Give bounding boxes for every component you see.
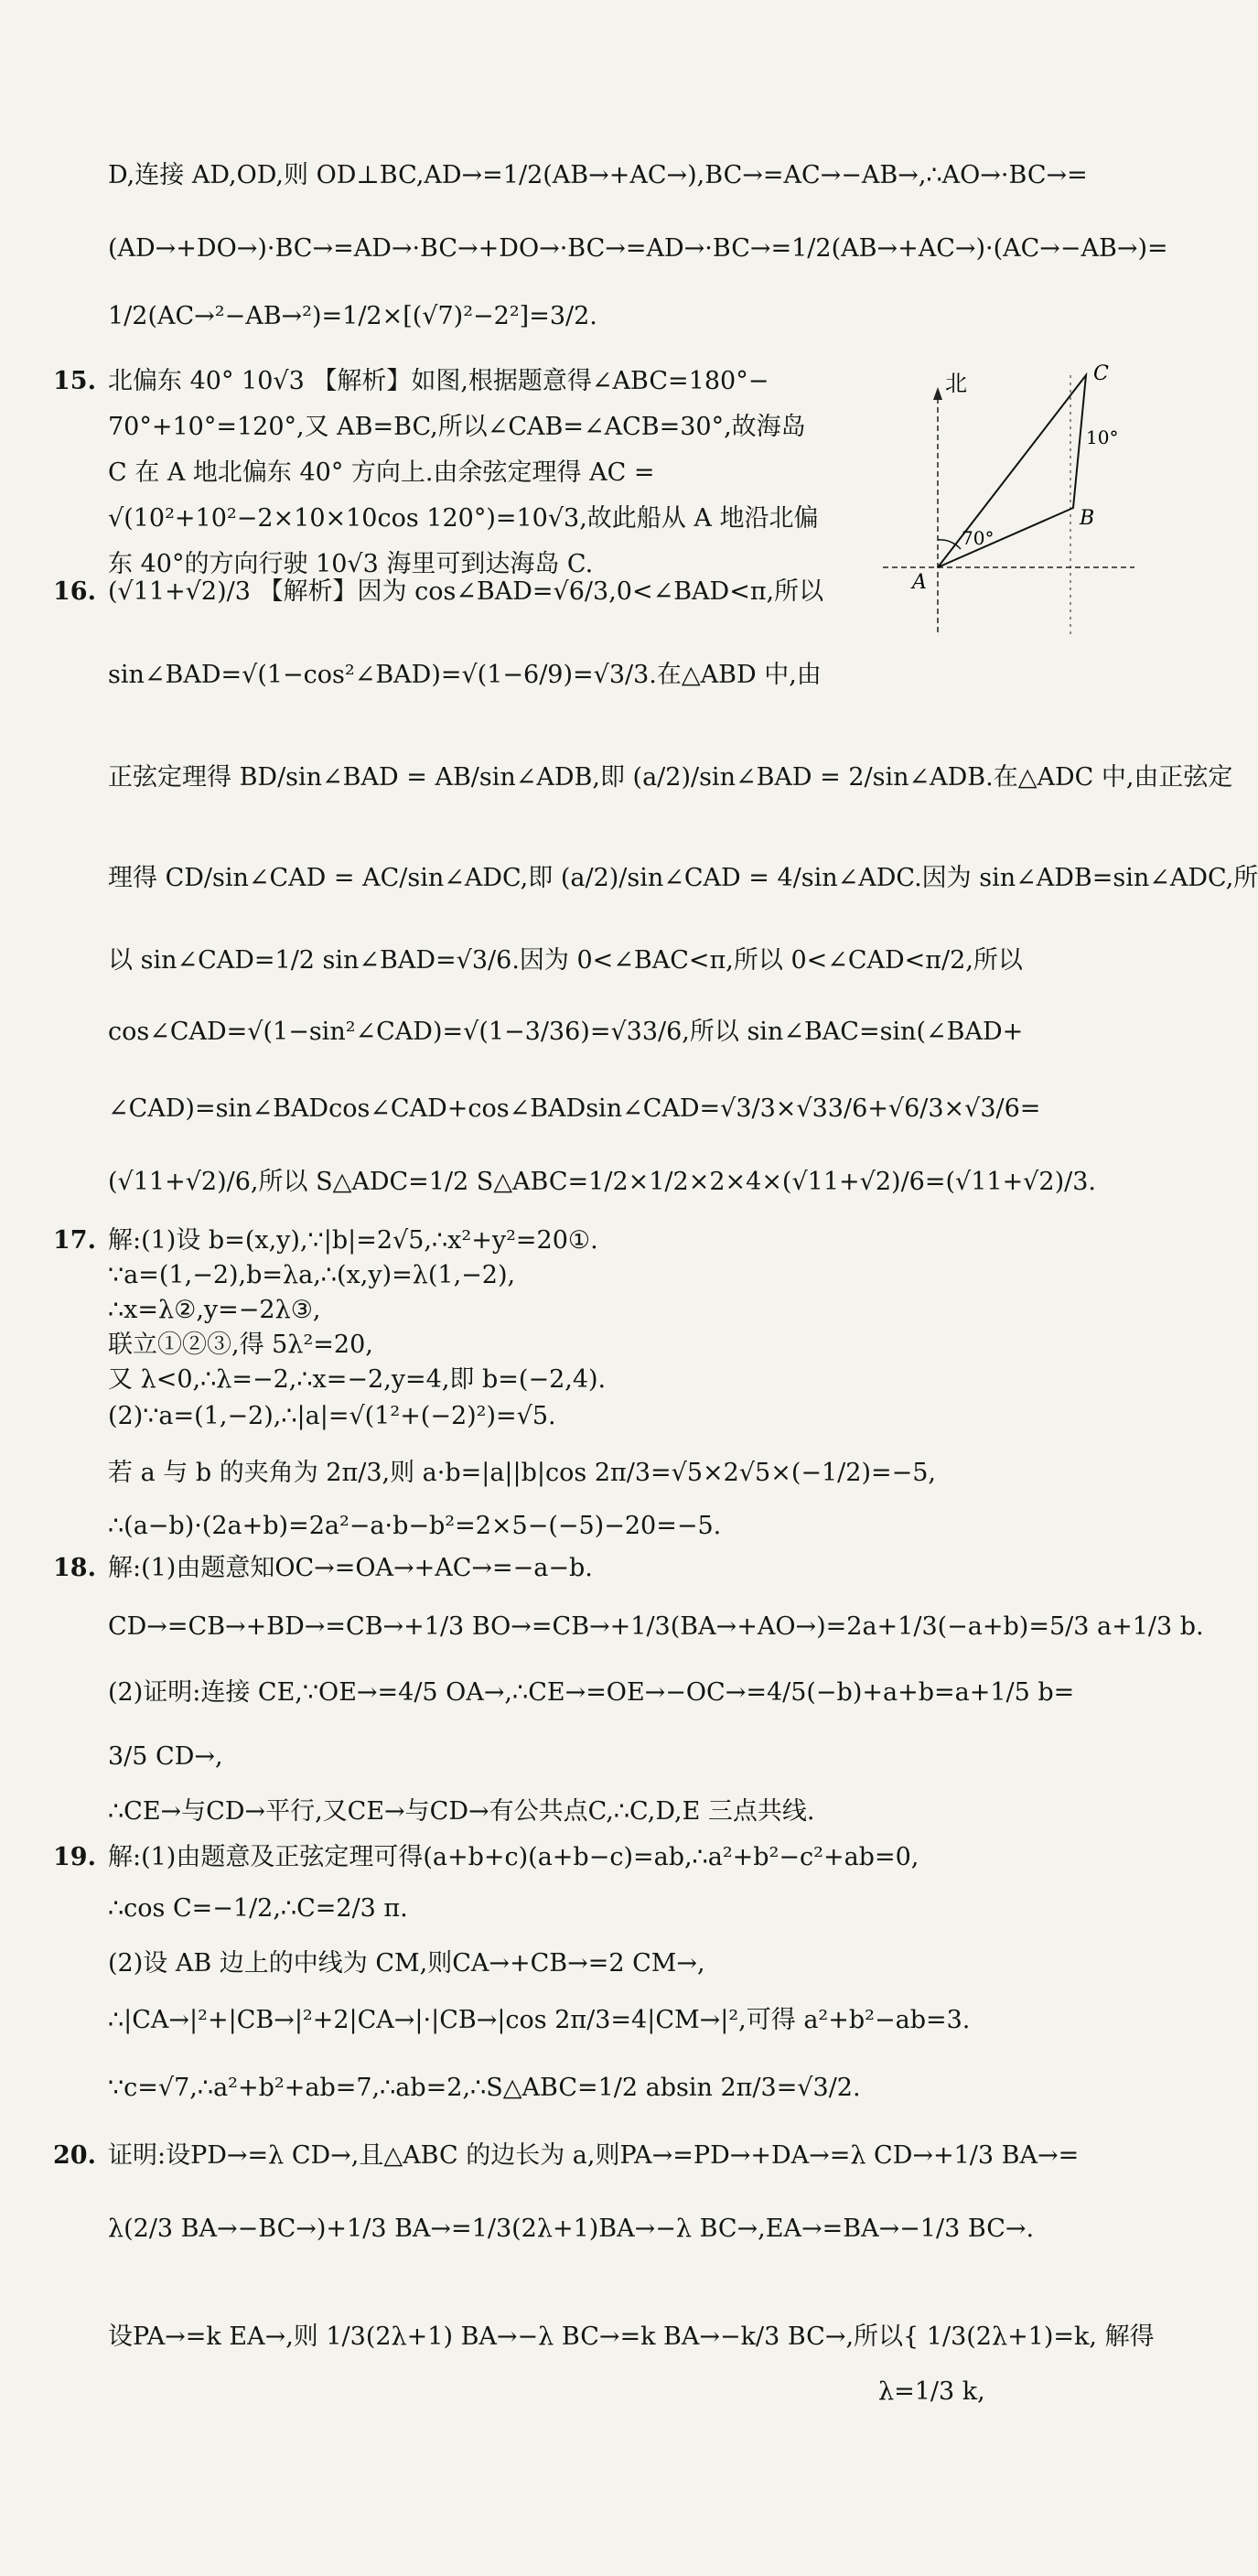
text-line: ∴cos C=−1/2,∴C=2/3 π. — [108, 1894, 408, 1923]
bearing-diagram — [874, 361, 1139, 654]
text-line: 70°+10°=120°,又 AB=BC,所以∠CAB=∠ACB=30°,故海岛 — [108, 413, 806, 441]
point-b-label: B — [1080, 507, 1095, 530]
text-line: (2)设 AB 边上的中线为 CM,则CA→+CB→=2 CM→, — [108, 1949, 705, 1978]
text-line: ∠CAD)=sin∠BADcos∠CAD+cos∠BADsin∠CAD=√3/3×√33/6+√6/3×√3/6= — [108, 1094, 1041, 1123]
question-number: 17. — [53, 1226, 96, 1255]
text-line: 联立①②③,得 5λ²=20, — [108, 1331, 373, 1359]
text-line: 以 sin∠CAD=1/2 sin∠BAD=√3/6.因为 0<∠BAC<π,所以 0<∠CAD<π/2,所以 — [108, 946, 1023, 975]
question-number: 19. — [53, 1843, 96, 1871]
text-line: 3/5 CD→, — [108, 1742, 223, 1771]
text-line: (√11+√2)/6,所以 S△ADC=1/2 S△ABC=1/2×1/2×2×4×(√11+√2)/6=(√11+√2)/3. — [108, 1168, 1096, 1196]
text-line: ∴x=λ②,y=−2λ③, — [108, 1296, 321, 1324]
text-line: ∵c=√7,∴a²+b²+ab=7,∴ab=2,∴S△ABC=1/2 absin 2π/3=√3/2. — [108, 2074, 861, 2102]
text-line: (√11+√2)/3 【解析】因为 cos∠BAD=√6/3,0<∠BAD<π,所以 — [108, 577, 824, 606]
text-line: ∴(a−b)·(2a+b)=2a²−a·b−b²=2×5−(−5)−20=−5. — [108, 1512, 722, 1540]
text-line: 理得 CD/sin∠CAD = AC/sin∠ADC,即 (a/2)/sin∠CAD = 4/sin∠ADC.因为 sin∠ADB=sin∠ADC,所 — [108, 864, 1258, 892]
text-line: 解:(1)由题意知OC→=OA→+AC→=−a−b. — [108, 1554, 593, 1582]
text-line: (2)∵a=(1,−2),∴|a|=√(1²+(−2)²)=√5. — [108, 1402, 556, 1430]
text-line: (AD→+DO→)·BC→=AD→·BC→+DO→·BC→=AD→·BC→=1/2(AB→+AC→)·(AC→−AB→)= — [108, 234, 1168, 263]
point-c-label: C — [1093, 362, 1109, 385]
text-line: 若 a 与 b 的夹角为 2π/3,则 a·b=|a||b|cos 2π/3=√5×2√5×(−1/2)=−5, — [108, 1459, 936, 1487]
text-line: 解:(1)由题意及正弦定理可得(a+b+c)(a+b−c)=ab,∴a²+b²−c²+ab=0, — [108, 1843, 919, 1871]
text-line: D,连接 AD,OD,则 OD⊥BC,AD→=1/2(AB→+AC→),BC→=AC→−AB→,∴AO→·BC→= — [108, 161, 1088, 189]
text-line: ∴CE→与CD→平行,又CE→与CD→有公共点C,∴C,D,E 三点共线. — [108, 1797, 815, 1826]
text-line: 北偏东 40° 10√3 【解析】如图,根据题意得∠ABC=180°− — [108, 367, 769, 395]
text-line: 东 40°的方向行驶 10√3 海里可到达海岛 C. — [108, 550, 594, 578]
angle-70-label: 70° — [962, 527, 995, 549]
text-line: λ=1/3 k, — [878, 2377, 985, 2406]
north-label: 北 — [945, 371, 967, 396]
text-line: ∵a=(1,−2),b=λa,∴(x,y)=λ(1,−2), — [108, 1261, 516, 1289]
text-line: λ(2/3 BA→−BC→)+1/3 BA→=1/3(2λ+1)BA→−λ BC→,EA→=BA→−1/3 BC→. — [108, 2215, 1035, 2243]
text-line: sin∠BAD=√(1−cos²∠BAD)=√(1−6/9)=√3/3.在△ABD 中,由 — [108, 661, 822, 689]
text-line: √(10²+10²−2×10×10cos 120°)=10√3,故此船从 A 地沿北偏 — [108, 504, 819, 533]
text-line: CD→=CB→+BD→=CB→+1/3 BO→=CB→+1/3(BA→+AO→)=2a+1/3(−a+b)=5/3 a+1/3 b. — [108, 1612, 1204, 1641]
text-line: ∴|CA→|²+|CB→|²+2|CA→|·|CB→|cos 2π/3=4|CM→|²,可得 a²+b²−ab=3. — [108, 2006, 971, 2034]
question-number: 20. — [53, 2141, 96, 2170]
triangle-abc — [938, 375, 1086, 567]
question-number: 18. — [53, 1554, 96, 1582]
text-line: cos∠CAD=√(1−sin²∠CAD)=√(1−3/36)=√33/6,所以 sin∠BAC=sin(∠BAD+ — [108, 1018, 1024, 1046]
question-number: 15. — [53, 367, 96, 395]
text-line: 正弦定理得 BD/sin∠BAD = AB/sin∠ADB,即 (a/2)/sin∠BAD = 2/sin∠ADB.在△ADC 中,由正弦定 — [108, 763, 1233, 792]
text-line: (2)证明:连接 CE,∵OE→=4/5 OA→,∴CE→=OE→−OC→=4/5(−b)+a+b=a+1/5 b= — [108, 1678, 1075, 1707]
text-line: C 在 A 地北偏东 40° 方向上.由余弦定理得 AC = — [108, 458, 655, 487]
text-line: 证明:设PD→=λ CD→,且△ABC 的边长为 a,则PA→=PD→+DA→=λ CD→+1/3 BA→= — [108, 2141, 1080, 2170]
text-line: 又 λ<0,∴λ=−2,∴x=−2,y=4,即 b=(−2,4). — [108, 1365, 607, 1394]
angle-10-label: 10° — [1086, 426, 1119, 448]
text-line: 1/2(AC→²−AB→²)=1/2×[(√7)²−2²]=3/2. — [108, 302, 597, 330]
text-line: 解:(1)设 b=(x,y),∵|b|=2√5,∴x²+y²=20①. — [108, 1226, 598, 1255]
question-number: 16. — [53, 577, 96, 606]
text-line: 设PA→=k EA→,则 1/3(2λ+1) BA→−λ BC→=k BA→−k/3 BC→,所以{ 1/3(2λ+1)=k, 解得 — [108, 2323, 1155, 2351]
north-arrow-icon — [933, 387, 942, 400]
point-a-label: A — [912, 571, 927, 594]
